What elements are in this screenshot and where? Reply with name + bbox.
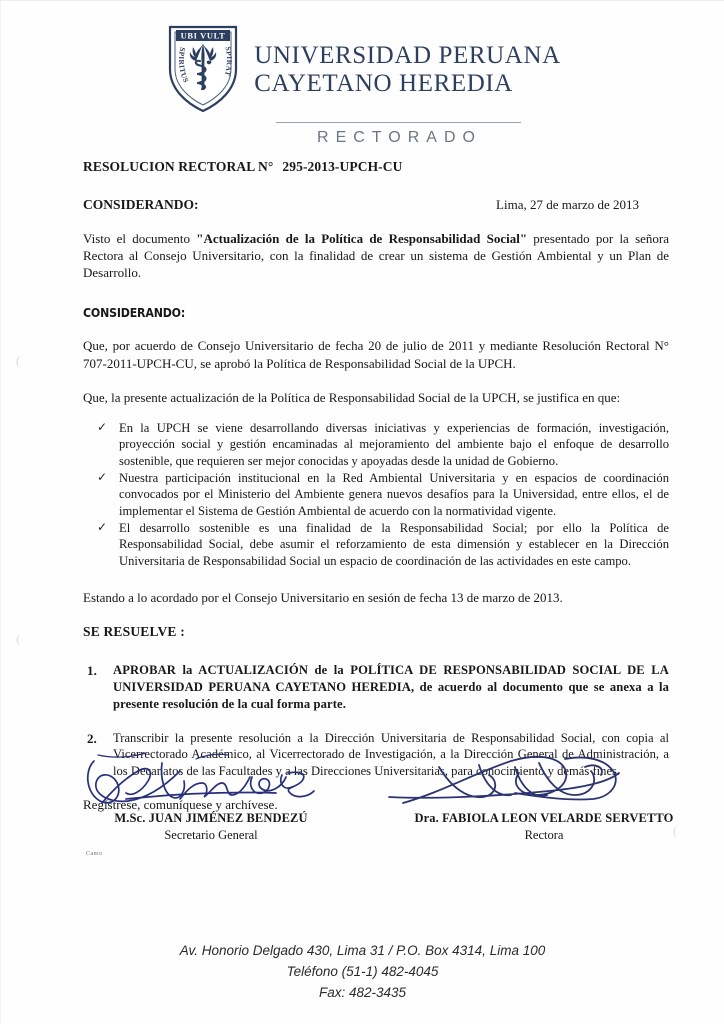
closing-line: Regístrese, comuníquese y archívese.: [83, 796, 278, 812]
resolution-item-number: 1.: [87, 663, 97, 679]
visto-document-title: "Actualización de la Política de Responsabilidad Social": [196, 231, 528, 246]
se-resuelve-heading: SE RESUELVE :: [83, 624, 185, 640]
visto-suffix: presentado por la señora Rectora al Consejo Universitario, con la finalidad de crear un sistema de Gestión Ambiental y un Plan de Desarrollo.: [83, 231, 670, 281]
svg-text:SPIRITUS: SPIRITUS: [177, 46, 192, 85]
place-date: Lima, 27 de marzo de 2013: [496, 197, 639, 212]
resolution-item: [83, 662, 669, 712]
resolution-title: [83, 159, 669, 175]
list-item-text: El desarrollo sostenible es una finalidad de la Responsabilidad Social; por ello la Política de Responsabilidad Social, debe asumir el reforzamiento de esta dimensión y establecer en la Dirección Universitaria de Responsabilidad Social un espacio de coordinación de las actividades en este campo.: [119, 521, 669, 568]
que-paragraph-2: Que, la presente actualización de la Política de Responsabilidad Social de la UPCH, se justifica en que:: [83, 389, 621, 405]
typist-initials: Camu: [86, 851, 103, 857]
resolution-label: RESOLUCION RECTORAL N°: [83, 159, 274, 174]
signatory-name: Dra. FABIOLA LEON VELARDE SERVETTO: [414, 811, 674, 825]
document-body: [83, 159, 669, 813]
list-item: [83, 520, 669, 569]
list-item-text: En la UPCH se viene desarrollando diversas iniciativas y experiencias de formación, investigación, proyección social y gestión encaminadas al mejoramiento del ambiente bajo el enfoque de desarrollo sostenible, que requieren ser mejor conocidas y apoyadas desde la unidad de Gobierno.: [119, 420, 669, 468]
considerando-heading-1: CONSIDERANDO:: [83, 197, 199, 212]
page-footer: [1, 941, 724, 1004]
checkmark-icon: ✓: [97, 520, 108, 535]
que-paragraph-1: Que, por acuerdo de Consejo Universitario de fecha 20 de julio de 2011 y mediante Resolución Rectoral N° 707-2011-UPCH-CU, se aprobó la Política de Responsabilidad Social de la UPCH.: [83, 338, 669, 371]
signatory-role: Rectora: [524, 828, 564, 842]
checkmark-icon: ✓: [97, 470, 108, 485]
upch-shield-caduceus-logo: [164, 23, 242, 115]
resolution-item-text: Transcribir la presente resolución a la Dirección Universitaria de Responsabilidad Social, con copia al Vicerrectorado Académico, al Vicerrectorado de Investigación, a la Dirección General de Administración, a los Decanatos de las Facultades y a las Direcciones Universitarias, para conocimiento y demás fines.: [113, 730, 669, 778]
list-item: [83, 420, 669, 469]
university-name: [254, 43, 561, 96]
handwritten-signature: [379, 753, 709, 811]
signatory-name: M.Sc. JUAN JIMÉNEZ BENDEZÚ: [114, 811, 308, 825]
resolution-item-text: APROBAR la ACTUALIZACIÓN de la POLÍTICA DE RESPONSABILIDAD SOCIAL DE LA UNIVERSIDAD PERUANA CAYETANO HEREDIA, de acuerdo al documento que se anexa a la presente resolución de la cual forma parte.: [113, 663, 669, 711]
signature-block-secretary: [76, 753, 346, 857]
letterhead: [1, 23, 724, 147]
justification-list: [83, 420, 669, 569]
scan-artifact: (: [16, 353, 21, 368]
footer-address: Av. Honorio Delgado 430, Lima 31 / P.O. Box 4314, Lima 100: [179, 943, 546, 958]
signature-area: [61, 753, 684, 883]
considerando-heading-2: CONSIDERANDO:: [83, 305, 186, 321]
svg-text:UBI VULT: UBI VULT: [180, 30, 226, 41]
svg-text:SPIRAT: SPIRAT: [222, 45, 235, 78]
university-line-1: UNIVERSIDAD PERUANA: [254, 41, 561, 69]
handwritten-signature: [76, 753, 346, 811]
estando-paragraph: Estando a lo acordado por el Consejo Universitario en sesión de fecha 13 de marzo de 2013.: [83, 590, 563, 606]
footer-fax: Fax: 482-3435: [318, 984, 407, 1000]
signatory-role: Secretario General: [164, 828, 258, 842]
scan-artifact: (: [16, 631, 21, 646]
visto-prefix: Visto el documento: [83, 231, 197, 246]
checkmark-icon: ✓: [97, 419, 108, 434]
resolution-item-number: 2.: [87, 730, 97, 746]
office-title: RECTORADO: [317, 129, 482, 146]
footer-phone: Teléfono (51-1) 482-4045: [286, 963, 439, 979]
logo-row: [164, 23, 561, 115]
scan-artifact: (: [673, 823, 678, 838]
visto-paragraph: [83, 230, 669, 281]
signature-block-rector: [379, 753, 709, 843]
university-line-2: CAYETANO HEREDIA: [254, 69, 513, 97]
list-item: [83, 470, 669, 519]
list-item-text: Nuestra participación institucional en la Red Ambiental Universitaria y en espacios de coordinación convocados por el Ministerio del Ambiente genera nuevos desafíos para la Universidad, entre ellos, el de implementar el Sistema de Gestión Ambiental de acuerdo con la normatividad vigente.: [119, 471, 669, 518]
header-divider: [276, 122, 521, 123]
resolution-number: 295-2013-UPCH-CU: [282, 159, 403, 174]
